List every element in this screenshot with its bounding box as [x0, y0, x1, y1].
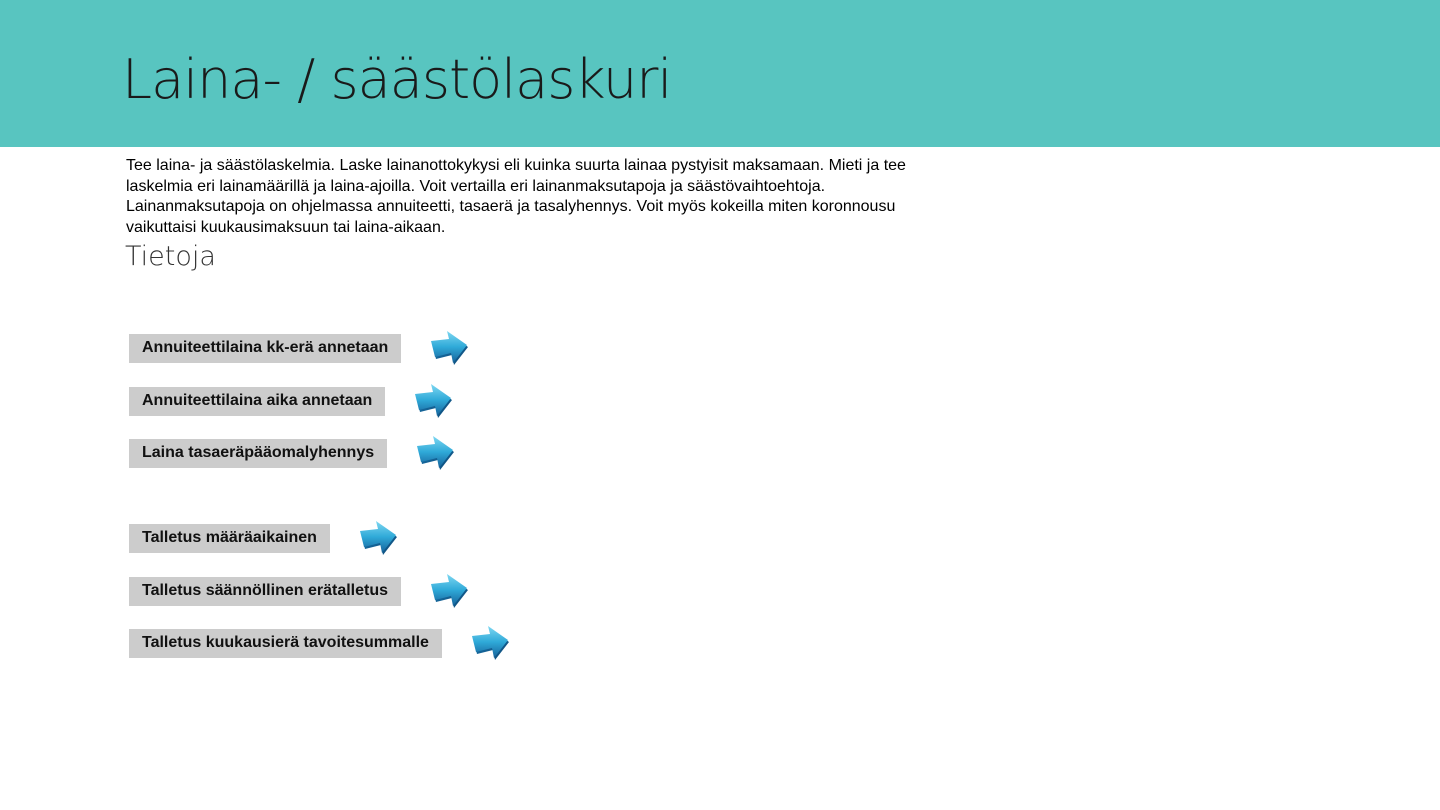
arrow-right-icon[interactable]	[411, 382, 453, 420]
menu-item-deposit-regular	[129, 576, 469, 606]
arrow-right-icon[interactable]	[356, 519, 398, 557]
menu-item-loan-annuity-time	[129, 386, 453, 416]
target-sum-deposit-button[interactable]: Talletus kuukausierä tavoitesummalle	[129, 629, 442, 658]
menu-item-loan-equal-principal	[129, 438, 455, 468]
arrow-right-icon[interactable]	[427, 572, 469, 610]
regular-deposit-button[interactable]: Talletus säännöllinen erätalletus	[129, 577, 401, 606]
annuity-time-button[interactable]: Annuiteettilaina aika annetaan	[129, 387, 385, 416]
menu-item-deposit-fixed-term	[129, 523, 398, 553]
app-title: Laina- / säästölaskuri	[122, 48, 672, 111]
arrow-right-icon[interactable]	[427, 329, 469, 367]
equal-principal-button[interactable]: Laina tasaeräpääomalyhennys	[129, 439, 387, 468]
fixed-term-deposit-button[interactable]: Talletus määräaikainen	[129, 524, 330, 553]
arrow-right-icon[interactable]	[413, 434, 455, 472]
menu-item-deposit-target-sum	[129, 628, 510, 658]
arrow-right-icon[interactable]	[468, 624, 510, 662]
menu-item-loan-annuity-payment	[129, 333, 469, 363]
annuity-payment-button[interactable]: Annuiteettilaina kk-erä annetaan	[129, 334, 401, 363]
header-banner	[0, 0, 1440, 147]
app-description: Tee laina- ja säästölaskelmia. Laske lainanottokykysi eli kuinka suurta lainaa pystyisit maksamaan. Mieti ja tee laskelmia eri lainamäärillä ja laina-ajoilla. Voit vertailla eri lainanmaksutapoja ja säästövaihtoehtoja. Lainanmaksutapoja on ohjelmassa annuiteetti, tasaerä ja tasalyhennys. Voit myös kokeilla miten koronnousu vaikuttaisi kuukausimaksuun tai laina-aikaan.	[126, 157, 906, 236]
info-link[interactable]: Tietoja	[125, 241, 216, 272]
